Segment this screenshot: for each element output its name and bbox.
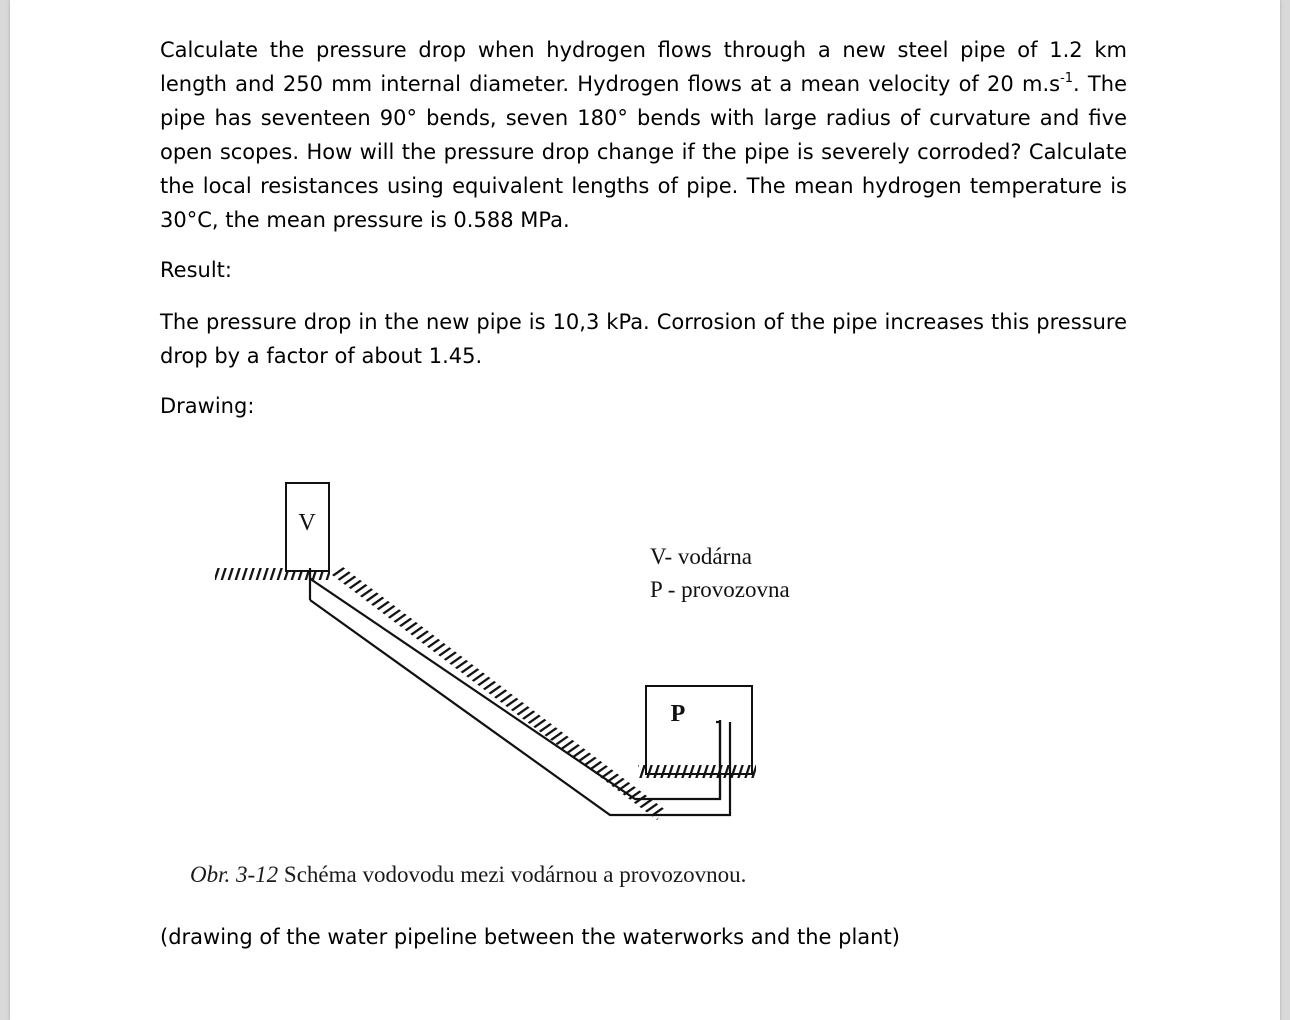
caption-number: Obr. 3-12	[190, 862, 279, 887]
legend-waterworks: V- vodárna	[650, 544, 752, 569]
plant-box	[646, 686, 752, 774]
english-note: (drawing of the water pipeline between the waterworks and the plant)	[160, 925, 900, 949]
document-page	[10, 0, 1280, 1020]
result-text: The pressure drop in the new pipe is 10,3 kPa. Corrosion of the pipe increases this pressure drop by a factor of about 1.45.	[160, 310, 1127, 368]
legend-plant: P - provozovna	[650, 577, 790, 602]
slope-hatch	[332, 565, 665, 820]
drawing-heading: Drawing:	[160, 394, 255, 418]
result-heading: Result:	[160, 258, 232, 282]
problem-text-part2: . The pipe has seventeen 90° bends, seven 180° bends with large radius of curvature and five open scopes. How will the pressure drop change if the pipe is severely corroded? Calculate the local resistances using equivalent lengths of pipe. The mean hydrogen temperature is 30°C, the mean pressure is 0.588 MPa.	[160, 72, 1127, 232]
problem-text-part1: Calculate the pressure drop when hydrogen flows through a new steel pipe of 1.2 km length and 250 mm internal diameter. Hydrogen flows at a mean velocity of 20 m.s	[160, 38, 1127, 96]
ground-hatch-right	[638, 765, 756, 778]
figure-caption	[190, 862, 746, 888]
waterworks-box-label: V	[298, 510, 316, 536]
plant-box-label: P	[670, 701, 686, 727]
problem-superscript: -1	[1060, 71, 1074, 86]
caption-text: Schéma vodovodu mezi vodárnou a provozovnou.	[278, 862, 747, 887]
